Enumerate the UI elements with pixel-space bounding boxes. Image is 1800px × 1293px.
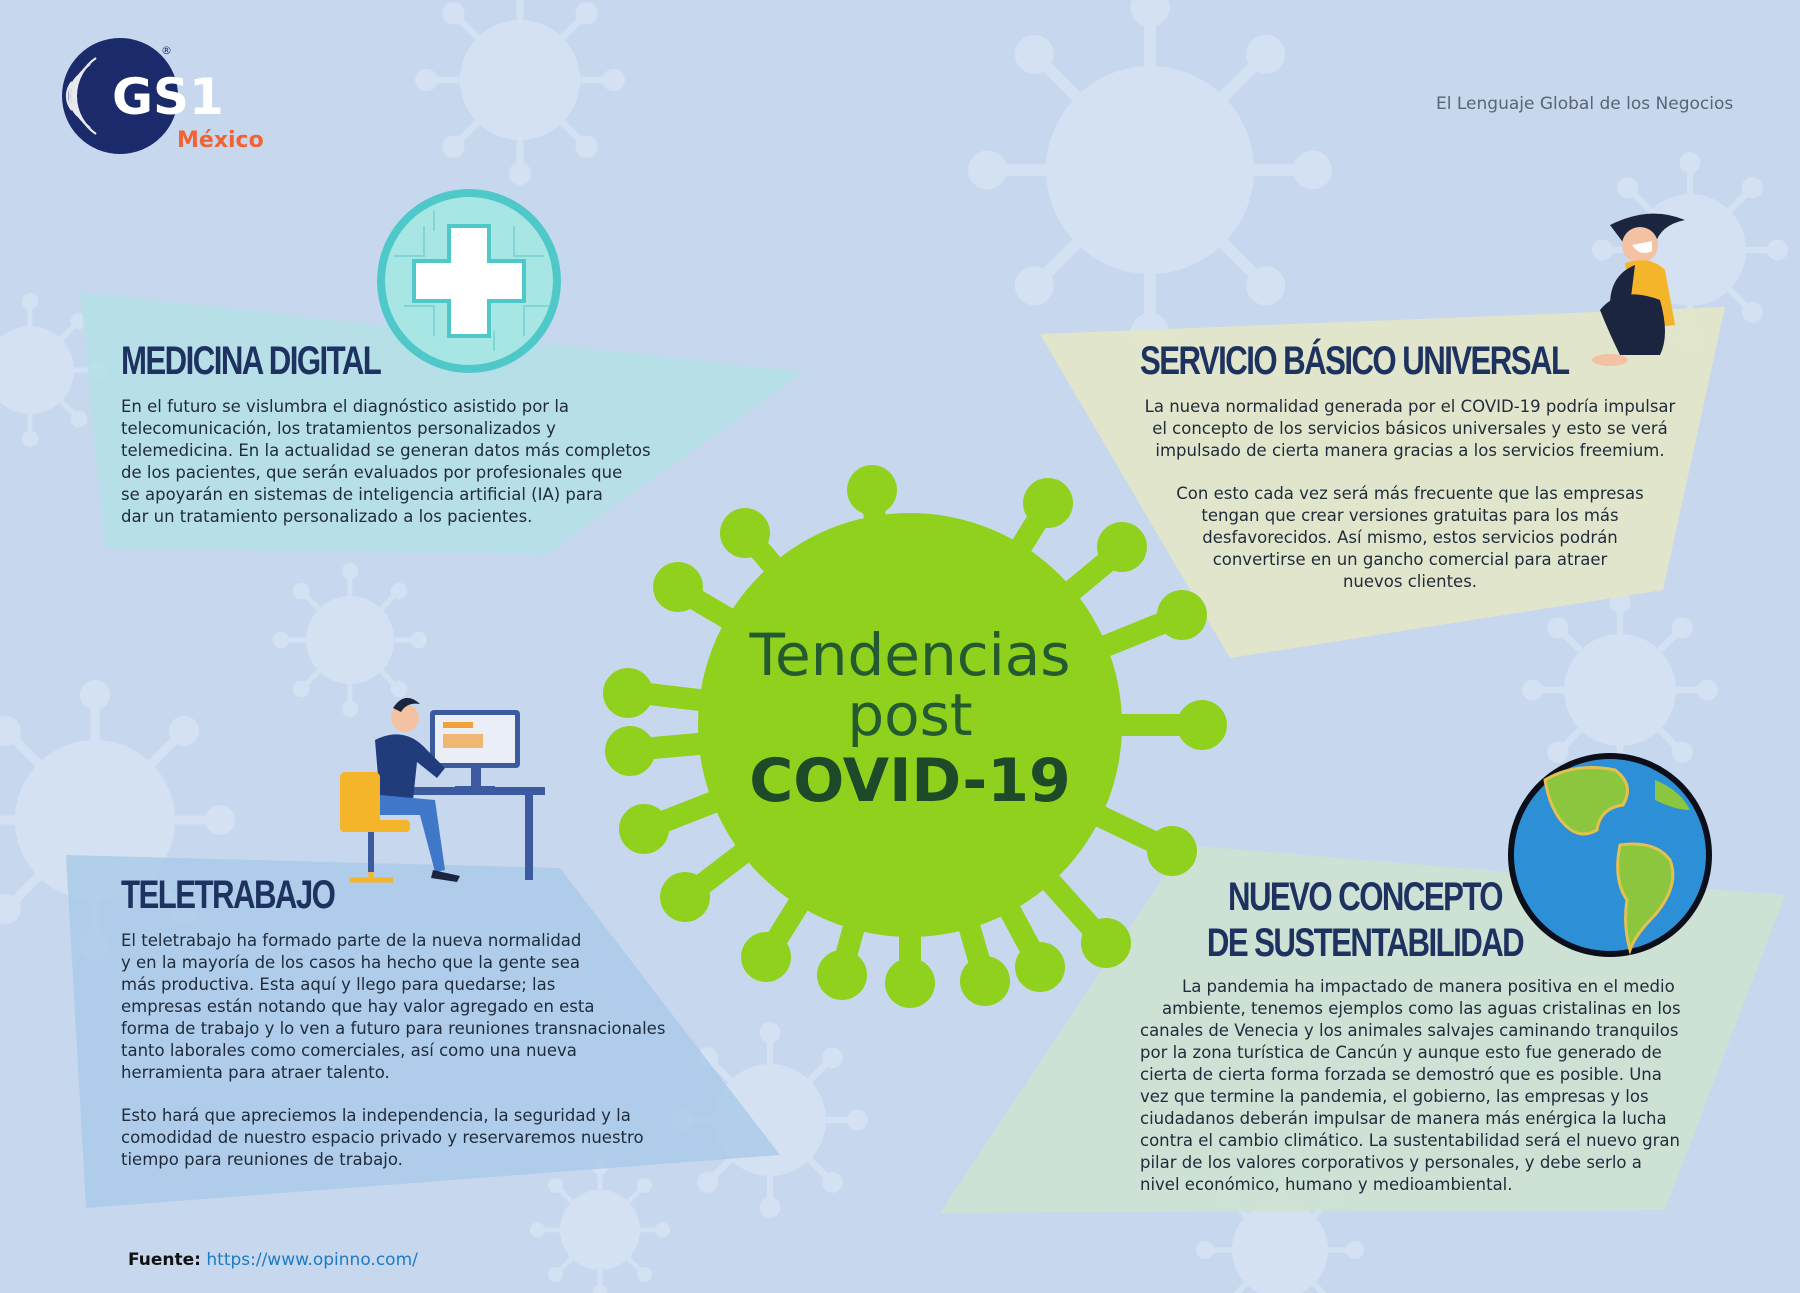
title-line1: Tendencias	[749, 621, 1071, 689]
bg-virus	[530, 1160, 670, 1293]
text-line: tiempo para reuniones de trabajo.	[121, 1150, 403, 1169]
text-line: Con esto cada vez será más frecuente que las empresas	[1176, 484, 1644, 503]
body-teletrabajo	[121, 930, 701, 1171]
text-line: tanto laborales como comerciales, así como una nueva	[121, 1041, 577, 1060]
text-line: cierta de cierta forma forzada se demostró que es posible. Una	[1140, 1065, 1662, 1084]
text-line: tengan que crear versiones gratuitas para los más	[1201, 506, 1619, 525]
text-line: telecomunicación, los tratamientos personalizados y	[121, 419, 556, 438]
medical-cross-icon	[374, 186, 564, 376]
text-line: herramienta para atraer talento.	[121, 1063, 390, 1082]
heading-sustentabilidad	[1140, 874, 1590, 966]
text-line: comodidad de nuestro espacio privado y reservaremos nuestro	[121, 1128, 644, 1147]
source-line	[128, 1250, 418, 1270]
text-line: se apoyarán en sistemas de inteligencia artificial (IA) para	[121, 485, 603, 504]
heading-sustentabilidad-line1: NUEVO CONCEPTO	[1227, 875, 1503, 919]
source-label: Fuente:	[128, 1250, 201, 1270]
text-line: contra el cambio climático. La sustentabilidad será el nuevo gran	[1140, 1131, 1680, 1150]
text-line: El teletrabajo ha formado parte de la nueva normalidad	[121, 931, 582, 950]
text-line: pilar de los valores corporativos y personales, y debe serlo a	[1140, 1153, 1642, 1172]
text-line: impulsado de cierta manera gracias a los servicios freemium.	[1155, 441, 1665, 460]
text-line: el concepto de los servicios básicos universales y esto se verá	[1152, 419, 1668, 438]
text-line: La nueva normalidad generada por el COVID-19 podría impulsar	[1144, 397, 1676, 416]
heading-sustentabilidad-line2: DE SUSTENTABILIDAD	[1206, 921, 1524, 965]
title-line2: post	[847, 681, 973, 749]
heading-servicio: SERVICIO BÁSICO UNIVERSAL	[1140, 339, 1569, 383]
body-servicio	[1140, 396, 1680, 593]
text-line: de los pacientes, que serán evaluados por profesionales que	[121, 463, 623, 482]
person-at-desk-illustration	[335, 690, 550, 905]
text-line: por la zona turística de Cancún y aunque esto fue generado de	[1140, 1043, 1662, 1062]
text-line: convertirse en un gancho comercial para atraer	[1212, 550, 1608, 569]
logo-region: México	[177, 128, 264, 153]
text-line: desfavorecidos. Así mismo, estos servicios podrán	[1202, 528, 1618, 547]
bg-virus	[415, 0, 625, 185]
body-medicina	[121, 396, 681, 528]
text-line: telemedicina. En la actualidad se generan datos más completos	[121, 441, 651, 460]
body-sustentabilidad	[1140, 976, 1700, 1196]
text-line: nuevos clientes.	[1342, 572, 1478, 591]
text-line: La pandemia ha impactado de manera positiva en el medio	[1182, 977, 1675, 996]
center-title	[700, 621, 1120, 817]
source-link[interactable]: https://www.opinno.com/	[206, 1250, 418, 1270]
tagline: El Lenguaje Global de los Negocios	[1436, 94, 1734, 114]
text-line: empresas están notando que hay valor agregado en esta	[121, 997, 595, 1016]
text-line: ciudadanos deberán impulsar de manera más enérgica la lucha	[1140, 1109, 1667, 1128]
registered-mark: ®	[161, 44, 172, 57]
heading-teletrabajo: TELETRABAJO	[121, 873, 335, 917]
text-line: vez que termine la pandemia, el gobierno, las empresas y los	[1140, 1087, 1649, 1106]
text-line: ambiente, tenemos ejemplos como las aguas cristalinas en los	[1162, 999, 1681, 1018]
text-line: En el futuro se vislumbra el diagnóstico asistido por la	[121, 397, 570, 416]
heading-medicina: MEDICINA DIGITAL	[121, 339, 381, 383]
title-line3: COVID-19	[749, 746, 1071, 816]
text-line: nivel económico, humano y medioambiental.	[1140, 1175, 1513, 1194]
logo-text: GS1	[112, 68, 224, 126]
text-line: canales de Venecia y los animales salvajes caminando tranquilos	[1140, 1021, 1679, 1040]
text-line: Esto hará que apreciemos la independencia, la seguridad y la	[121, 1106, 631, 1125]
text-line: y en la mayoría de los casos ha hecho que la gente sea	[121, 953, 581, 972]
text-line: dar un tratamiento personalizado a los pacientes.	[121, 507, 533, 526]
text-line: más productiva. Esta aquí y llego para quedarse; las	[121, 975, 556, 994]
bg-virus	[968, 0, 1332, 352]
text-line: forma de trabajo y lo ven a futuro para reuniones transnacionales	[121, 1019, 666, 1038]
